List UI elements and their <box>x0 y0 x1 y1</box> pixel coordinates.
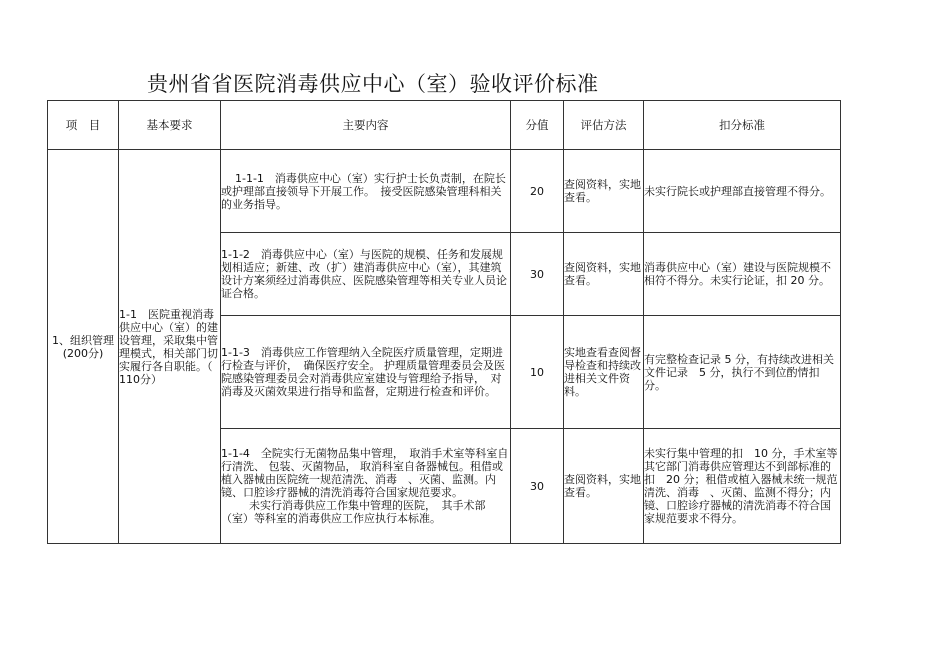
method-cell: 查阅资料，实地查看。 <box>564 429 644 544</box>
table-row <box>48 150 841 233</box>
content-cell: 1-1-1 消毒供应中心（室）实行护士长负责制，在院长或护理部直接领导下开展工作。 接受医院感染管理科相关的业务指导。 <box>221 150 511 233</box>
header-deduction-standard: 扣分标准 <box>644 101 841 150</box>
content-paragraph: 1-1-4 全院实行无菌物品集中管理， 取消手术室等科室自行清洗、 包装、灭菌物品， 取消科室自备器械包。租借或植入器械由医院统一规范清洗、消毒 、灭菌、监测。内镜、口腔诊疗器械的清洗消毒符合国家规范要求。 <box>221 447 509 499</box>
deduction-cell: 消毒供应中心（室）建设与医院规模不相符不得分。未实行论证，扣 20 分。 <box>644 233 841 316</box>
content-cell: 1-1-3 消毒供应工作管理纳入全院医疗质量管理，定期进行检查与评价， 确保医疗安全。 护理质量管理委员会及医院感染管理委员会对消毒供应室建设与管理给予指导， 对消毒及灭菌效果进行指导和监督，定期进行检查和评价。 <box>221 316 511 429</box>
criteria-table <box>47 100 841 544</box>
method-cell: 实地查看查阅督导检查和持续改进相关文件资料。 <box>564 316 644 429</box>
header-evaluation-method: 评估方法 <box>564 101 644 150</box>
score-cell: 10 <box>511 316 564 429</box>
content-cell: 1-1-2 消毒供应中心（室）与医院的规模、任务和发展规划相适应；新建、改（扩）建消毒供应中心（室），其建筑设计方案须经过消毒供应、医院感染管理等相关专业人员论证合格。 <box>221 233 511 316</box>
deduction-cell: 有完整检查记录 5 分，有持续改进相关文件记录 5 分，执行不到位酌情扣分。 <box>644 316 841 429</box>
method-cell: 查阅资料，实地查看。 <box>564 150 644 233</box>
header-item: 项 目 <box>48 101 119 150</box>
deduction-cell: 未实行院长或护理部直接管理不得分。 <box>644 150 841 233</box>
score-cell: 30 <box>511 233 564 316</box>
score-cell: 20 <box>511 150 564 233</box>
header-basic-requirement: 基本要求 <box>119 101 221 150</box>
method-cell: 查阅资料，实地查看。 <box>564 233 644 316</box>
section-basic-requirement-cell: 1-1 医院重视消毒供应中心（室）的建设管理，采取集中管理模式，相关部门切实履行各自职能。（ 110分） <box>119 150 221 544</box>
deduction-cell: 未实行集中管理的扣 10 分，手术室等其它部门消毒供应管理达不到部标准的扣 20 分；租借或植入器械未统一规范清洗、消毒 、灭菌、监测不得分；内镜、口腔诊疗器械的清洗消毒不符合国家规范要求不得分。 <box>644 429 841 544</box>
document-title: 贵州省省医院消毒供应中心（室）验收评价标准 <box>147 72 599 96</box>
content-paragraph-note: 未实行消毒供应工作集中管理的医院， 其手术部（室）等科室的消毒供应工作应执行本标准。 <box>221 499 486 525</box>
header-main-content: 主要内容 <box>221 101 511 150</box>
table-header-row <box>48 101 841 150</box>
content-cell <box>221 429 511 544</box>
header-score: 分值 <box>511 101 564 150</box>
score-cell: 30 <box>511 429 564 544</box>
section-item-cell: 1、组织管理(200分) <box>48 150 119 544</box>
